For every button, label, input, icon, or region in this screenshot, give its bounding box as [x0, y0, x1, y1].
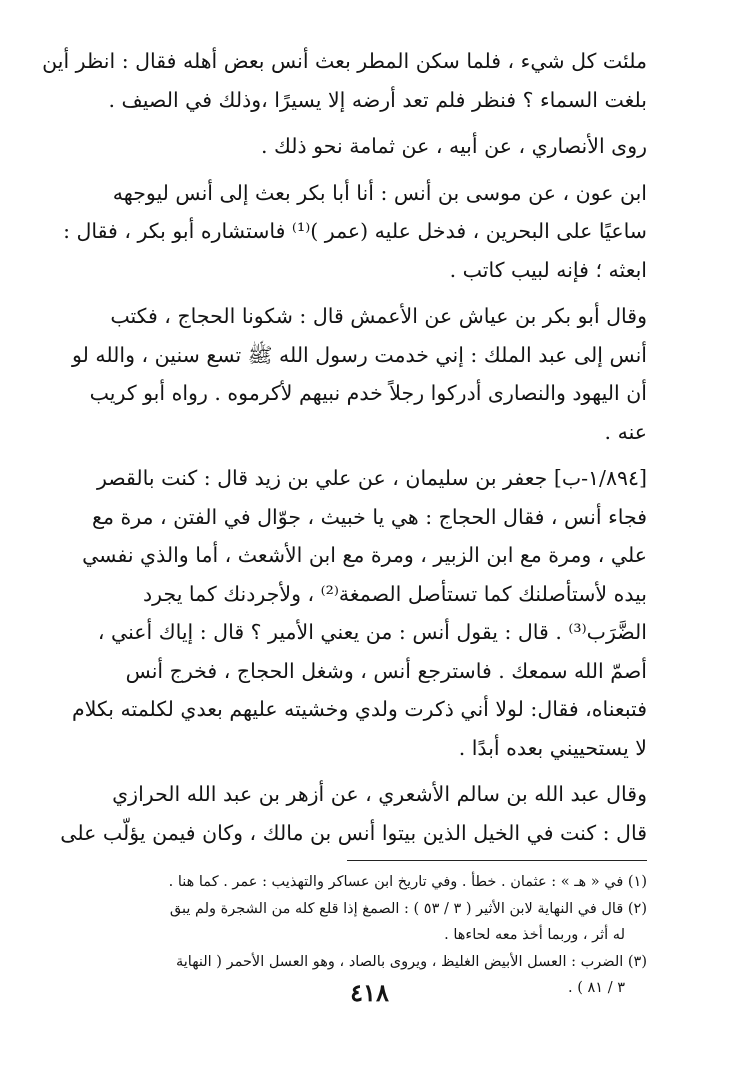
text-line: ابن عون ، عن موسى بن أنس : أنا أبا بكر بعث إلى أنس ليوجهه [112, 180, 647, 205]
text-line: ملئت كل شيء ، فلما سكن المطر بعث أنس بعض أهله فقال : انظر أين [42, 49, 647, 73]
text-line: بلغت السماء ؟ فنظر فلم تعد أرضه إلا يسيرًا ،وذلك في الصيف . [108, 87, 647, 112]
text-line: فتبعناه، فقال: لولا أني ذكرت ولدي وخشيته عليهم بعدي لكلمته بكلام [72, 697, 647, 721]
text-line: الضَّرَب⁽³⁾ . قال : يقول أنس : من يعني الأمير ؟ قال : إياك أعني ، [97, 620, 647, 644]
text-line: وقال أبو بكر بن عياش عن الأعمش قال : شكونا الحجاج ، فكتب [110, 304, 647, 328]
footnote-3: (٣) الضرب : العسل الأبيض الغليظ ، ويروى بالصاد ، وهو العسل الأحمر ( النهاية [175, 953, 647, 970]
footnote-2-continued: له أثر ، وربما أخذ معه لحاءها . [444, 927, 625, 943]
paragraph-3 [63, 174, 647, 290]
paragraph-5 [72, 459, 647, 767]
text-line: بيده لأستأصلنك كما تستأصل الصمغة⁽²⁾ ، ولأجردنك كما يجرد [143, 581, 647, 606]
text-line: علي ، ومرة مع ابن الزبير ، ومرة مع ابن الأشعث ، أما والذي نفسي [82, 543, 647, 567]
text-line: أن اليهود والنصارى أدركوا رجلاً خدم نبيهم لأكرموه . رواه أبو كريب [89, 381, 647, 405]
footnote-divider [347, 860, 647, 861]
text-line: وقال عبد الله بن سالم الأشعري ، عن أزهر بن عبد الله الحرازي [112, 782, 647, 806]
paragraph-1 [42, 42, 647, 119]
text-line: لا يستحييني بعده أبدًا . [458, 735, 647, 760]
text-line: أصمّ الله سمعك . فاسترجع أنس ، وشغل الحجاج ، فخرج أنس [125, 658, 647, 683]
footnote-3-continued: ٣ / ٨١ ) . [568, 980, 625, 996]
text-line: ابعثه ؛ فإنه لبيب كاتب . [449, 257, 647, 282]
page-number: ٤١٨ [350, 978, 389, 1007]
text-line: عنه . [604, 419, 647, 444]
paragraph-6 [60, 775, 647, 852]
text-line: روى الأنصاري ، عن أبيه ، عن ثمامة نحو ذلك . [260, 134, 647, 158]
text-line: قال : كنت في الخيل الذين بيتوا أنس بن مالك ، وكان فيمن يؤلّب على [60, 820, 647, 845]
paragraph-2 [88, 127, 647, 166]
text-line: [١/٨٩٤-ب] جعفر بن سليمان ، عن علي بن زيد قال : كنت بالقصر [96, 466, 647, 490]
text-line: فجاء أنس ، فقال الحجاج : هي يا خبيث ، جوّال في الفتن ، مرة مع [92, 504, 647, 529]
text-line: ساعيًا على البحرين ، فدخل عليه (عمر )⁽¹⁾ فاستشاره أبو بكر ، فقال : [63, 219, 647, 243]
footnote-1: (١) في « هـ » : عثمان . خطأ . وفي تاريخ ابن عساكر والتهذيب : عمر . كما هنا . [168, 874, 647, 890]
text-line: أنس إلى عبد الملك : إني خدمت رسول الله ﷺ تسع سنين ، والله لو [72, 342, 647, 367]
footnote-2: (٢) قال في النهاية لابن الأثير ( ٣ / ٥٣ ) : الصمغ إذا قلع كله من الشجرة ولم يبق [169, 900, 647, 917]
paragraph-4 [72, 297, 647, 451]
